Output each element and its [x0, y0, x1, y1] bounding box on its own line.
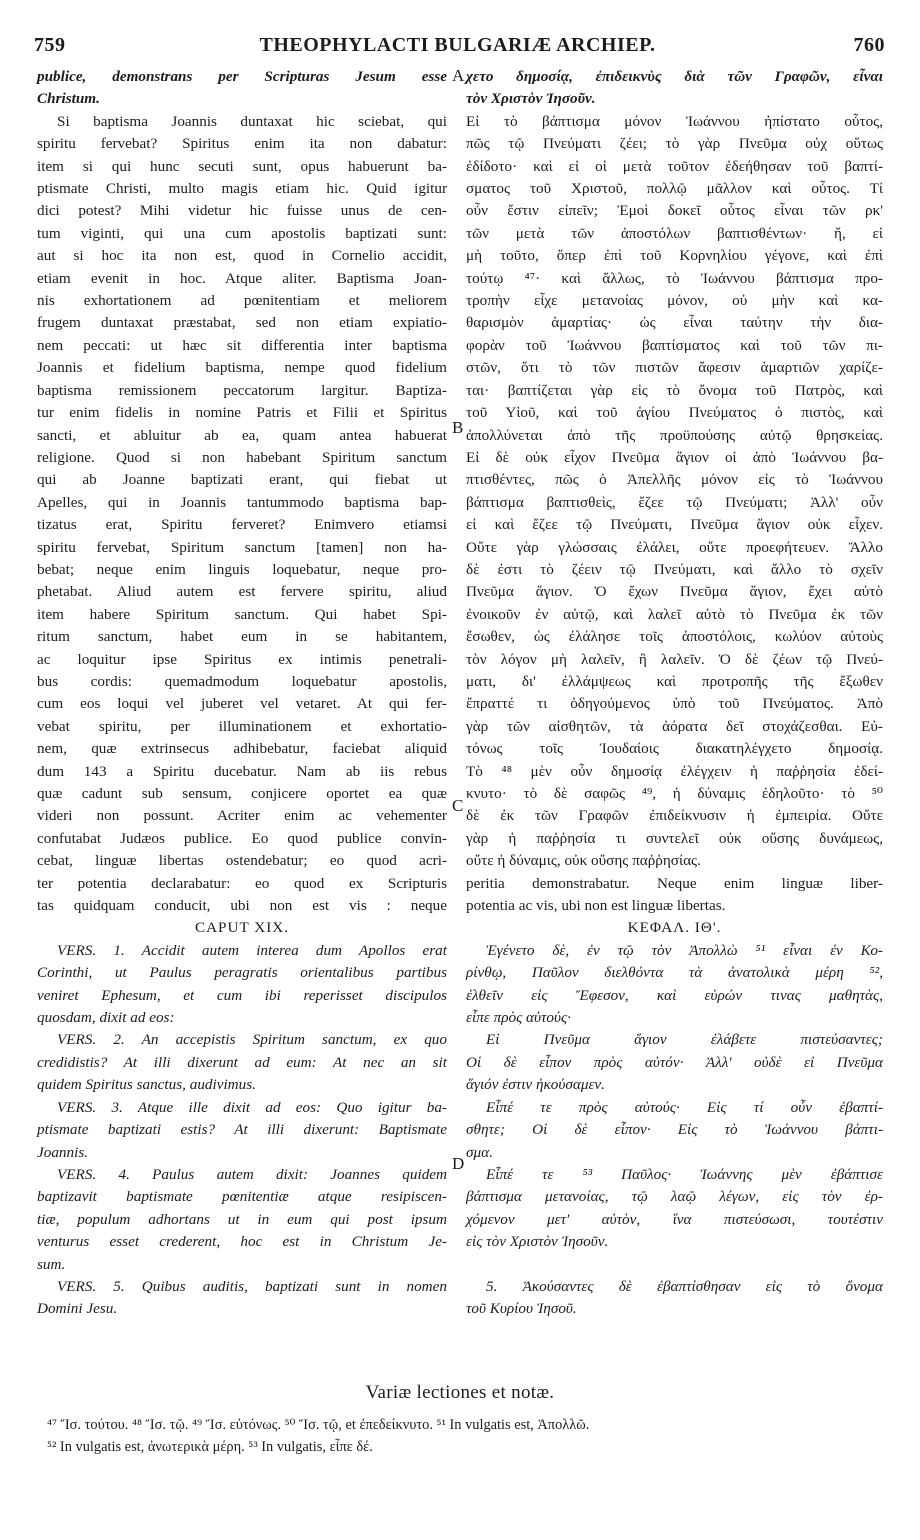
latin-text-line: etiam evenit in hoc. Atque aliter. Baptisma Joan- — [37, 269, 447, 287]
margin-letter-a: A — [452, 66, 465, 85]
latin-text-line: frugem duntaxat præstabat, sed non etiam expiatio- — [37, 314, 447, 332]
latin-text-line: ptismate Christi, multo magis etiam hic. Quid igitur — [37, 180, 447, 198]
greek-text-line: οὔτε ἡ δύναμις, οὐκ οὔσης παῤῥησίας. — [466, 852, 701, 870]
latin-text-line: religione. Quod si non habebant Spiritum sanctum — [37, 448, 447, 466]
latin-text-line: tizatus erat, Spiritu ferveret? Enimvero etiamsi — [37, 516, 447, 534]
greek-text-line: πτισθέντες, πῶς ὁ Ἀπελλῆς μόνον εἰς τὸ Ἰωάννου — [466, 471, 883, 489]
latin-text-line: cebat, linguæ libertas ostendebatur; eo quod acri- — [37, 852, 447, 870]
latin-text-line: Joannis et fidelium baptisma, nempe quod fidelium — [37, 359, 447, 377]
latin-text-line: Joannis. — [37, 1143, 89, 1161]
greek-text-line — [466, 1254, 883, 1276]
latin-text-line: tiæ, populum adhortans ut in eum qui post ipsum — [37, 1210, 447, 1228]
greek-text-line: ἔπραττέ τι ὁδηγούμενος ὑπὸ τοῦ Πνεύματος. Ἀπὸ — [466, 695, 883, 713]
latin-text-line: bebat; neque enim linguis loquebatur, neque pro- — [37, 560, 447, 578]
latin-text-line: baptizavit baptismate pœnitentiæ atque resipiscen- — [37, 1188, 447, 1206]
greek-text-line: τόνως τοῖς Ἰουδαίοις διακατηλέγχετο δημοσίᾳ. — [466, 740, 883, 758]
greek-text-line: πῶς τῷ Πνεύματι ζέει; τὸ γὰρ Πνεῦμα οὐχ οὕτως — [466, 135, 883, 153]
page-header — [30, 34, 885, 64]
latin-text-line: VERS. 5. Quibus auditis, baptizati sunt in nomen — [57, 1277, 447, 1295]
latin-text-line: spiritu fervebat, Spiritum sanctum [tamen] non ha- — [37, 538, 447, 556]
greek-text-line: τὸν λόγον μὴ λαλεῖν, ἢ λαλεῖν. Ὁ δὲ ζέων τῷ Πνεύ- — [466, 650, 883, 668]
latin-text-line: ptismate baptizati estis? At illi dixerunt: Baptismate — [37, 1121, 447, 1139]
latin-text-line: venturus esset crederent, hoc est in Christum Je- — [37, 1233, 447, 1251]
latin-text-line: ritum sanctum, habet eum in se habitantem, — [37, 628, 447, 646]
greek-text-line: χετο δημοσίᾳ, ἐπιδεικνὺς διὰ τῶν Γραφῶν, εἶναι — [466, 68, 883, 85]
latin-text-line: tur enim fidelis in nomine Patris et Filii et Spiritus — [37, 404, 447, 422]
latin-text-line: quosdam, dixit ad eos: — [37, 1009, 175, 1027]
latin-text-line: ac loquitur ipse Spiritus ex intimis penetrali- — [37, 650, 447, 668]
greek-text-line: Εἰ τὸ βάπτισμα μόνον Ἰωάννου ἠπίστατο οὗτος, — [466, 112, 883, 130]
latin-text-line: qui ab Joanne baptizati erant, qui fiebat ut — [37, 471, 447, 489]
latin-text-line: aut si hoc ita non est, quod in Cornelio accidit, — [37, 247, 447, 265]
greek-text-line: εἰ καὶ ἔζεε τῷ Πνεύματι, Πνεῦμα ἅγιον οὐκ εἶχεν. — [466, 516, 883, 534]
margin-letter-d: D — [452, 1154, 465, 1173]
greek-text-line: ρίνθῳ, Παῦλον διελθόντα τὰ ἀνατολικὰ μέρη ⁵², — [466, 964, 883, 982]
greek-text-line: δὲ ἐστι τὸ ζέειν τῷ Πνεύματι, καὶ ἄλλο τὸ σχεῖν — [466, 560, 883, 578]
greek-text-line: Εἶπέ τε ⁵³ Παῦλος· Ἰωάννης μὲν ἐβάπτισε — [486, 1165, 883, 1183]
latin-text-line: tas quidquam conducit, ubi non est vis : neque — [37, 897, 447, 915]
greek-text-line: τροπὴν εἶχε μετανοίας μόνον, οὐ μὴν καὶ κα- — [466, 292, 883, 310]
latin-text-line: VERS. 2. An accepistis Spiritum sanctum, ex quo — [57, 1031, 447, 1049]
latin-text-line: Domini Jesu. — [37, 1300, 118, 1318]
greek-text-line: ματι, δι' ἐλλάμψεως καὶ προτροπῆς τῆς ἔξωθεν — [466, 672, 883, 690]
greek-text-line: ἐλθεῖν εἰς Ἔφεσον, καὶ εὑρών τινας μαθητὰς, — [466, 986, 883, 1004]
page-number-right: 760 — [853, 34, 885, 56]
latin-text-line: Christum. — [37, 90, 100, 108]
greek-text-line: οὖν ἔστιν εἰπεῖν; Ἐμοὶ δοκεῖ οὗτος εἶναι τῶν ρκ' — [466, 202, 883, 220]
greek-text-line: σματος τοῦ Χριστοῦ, πολλῷ μᾶλλον καὶ οὗτος. Τί — [466, 180, 883, 198]
greek-text-line: ἀπολλύνεται ἀπὸ τῆς προϋπούσης αὐτῷ θρησκείας. — [466, 426, 883, 444]
latin-text-line: nem peccati: ut hæc sit differentia inter baptisma — [37, 336, 447, 354]
greek-text-line: γὰρ τῶν αἰσθητῶν, τὰ ἀόρατα δεῖ στοχάζεσθαι. Εὐ- — [466, 717, 883, 735]
greek-text-line: τούτῳ ⁴⁷· καὶ ἄλλως, τὸ Ἰωάννου βάπτισμα προ- — [466, 269, 883, 287]
running-title: THEOPHYLACTI BULGARIÆ ARCHIEP. — [259, 34, 656, 56]
margin-letter-c: C — [452, 796, 464, 815]
greek-text-line: κνυτο· τὸ δὲ σαφῶς ⁴⁹, ἡ δύναμις ἐδηλοῦτο· τὸ ⁵⁰ — [466, 785, 883, 802]
latin-text-line: sancti, et abluitur ab ea, quam antea habuerat — [37, 426, 447, 444]
latin-text-line: CAPUT XIX. — [194, 919, 290, 937]
greek-text-line: ἅγιόν ἐστιν ἠκούσαμεν. — [466, 1076, 605, 1094]
latin-text-line: spiritu fervebat? Spiritus enim ita non dabatur: — [37, 135, 447, 153]
latin-text-line: phetabat. Aliud autem est fervere spiritu, aliud — [37, 583, 447, 601]
greek-text-line: τῶν μετὰ τῶν ἀποστόλων βαπτισθέντων· ἤ, εἰ — [466, 224, 883, 242]
greek-text-line: Ἐγένετο δὲ, ἐν τῷ τὸν Ἀπολλὼ ⁵¹ εἶναι ἐν Κο- — [486, 941, 883, 959]
greek-text-line: βάπτισμα μετανοίας, τῷ λαῷ λέγων, εἰς τὸν ἐρ- — [466, 1188, 883, 1206]
greek-text-line: χόμενον μετ' αὐτὸν, ἵνα πιστεύσωσι, τουτέστιν — [466, 1210, 883, 1228]
greek-text-line: δὲ ἐκ τῶν Γραφῶν ἐπιδείκνυσιν ἡ ἐμπειρία. Οὔτε — [466, 807, 883, 825]
greek-text-line: εἰς τὸν Χριστὸν Ἰησοῦν. — [466, 1233, 609, 1251]
greek-column — [466, 66, 883, 1321]
latin-text-line: Si baptisma Joannis duntaxat hic sciebat, qui — [57, 112, 447, 130]
greek-text-line: Πνεῦμα ἅγιον. Ὁ ἔχων Πνεῦμα ἅγιον, ἔχει αὐτὸ — [466, 583, 883, 601]
greek-text-line: τοῦ Κυρίου Ἰησοῦ. — [466, 1300, 577, 1318]
latin-column — [37, 66, 447, 1321]
latin-text-line: sum. — [37, 1255, 66, 1273]
latin-text-line: tum viginti, qui una cum apostolis baptizati sunt: — [37, 224, 447, 242]
greek-text-line: φορὰν τοῦ Ἰωάννου βαπτίσματος καὶ τοῦ τῶν πι- — [466, 336, 883, 354]
latin-text-line: videri non possunt. Acriter enim ac vehementer — [37, 807, 447, 825]
footnote-line-2: ⁵² In vulgatis est, ἀνωτερικὰ μέρη. ⁵³ In vulgatis, εἶπε δέ. — [47, 1439, 373, 1455]
latin-text-line: quidem Spiritus sanctus, audivimus. — [37, 1076, 256, 1094]
greek-text-line: στῶν, ὅτι τὸ τῶν πιστῶν ἄφεσιν ἁμαρτιῶν χαρίζε- — [466, 359, 883, 377]
greek-text-line: εἶπε πρὸς αὐτούς· — [466, 1009, 571, 1027]
footnote-line-1: ⁴⁷ Ἴσ. τούτου. ⁴⁸ Ἴσ. τῷ. ⁴⁹ Ἴσ. εὐτόνως. ⁵⁰ Ἴσ. τῷ, et ἐπεδείκνυτο. ⁵¹ In vulgatis est, Ἀπολλῶ. — [47, 1417, 590, 1433]
latin-text-line: item si qui hunc secuti sunt, opus habuerunt ba- — [37, 157, 447, 175]
greek-text-line: Τὸ ⁴⁸ μὲν οὖν δημοσίᾳ ἐλέγχειν ἡ παῤῥησία ἐδεί- — [466, 762, 883, 780]
greek-text-line: τοῦ Υἱοῦ, καὶ τοῦ ἁγίου Πνεύματος ὁ πιστὸς, καὶ — [466, 404, 883, 422]
greek-text-line: ἐνοικοῦν ἐν αὐτῷ, καὶ λαλεῖ αὐτὸ τὸ Πνεῦμα ἐκ τῶν — [466, 605, 883, 623]
latin-text-line: ter potentia declarabatur: eo quod ex Scripturis — [37, 874, 447, 892]
latin-text-line: baptisma remissionem peccatorum largitur. Baptiza- — [37, 381, 447, 399]
latin-text-line: Corinthi, ut Paulus peragratis orientalibus partibus — [37, 964, 447, 982]
latin-text-line: VERS. 4. Paulus autem dixit: Joannes quidem — [57, 1165, 447, 1183]
greek-text-line: γὰρ ἡ παῤῥησία τι συντελεῖ οὐκ οὔσης δυνάμεως, — [466, 829, 883, 847]
latin-text-line: cum eos loqui vel juberet vel vetaret. At qui fer- — [37, 695, 447, 713]
latin-text-line: vebat spiritu, per illuminationem et exhortatio- — [37, 717, 447, 735]
greek-text-line: Εἰ Πνεῦμα ἅγιον ἐλάβετε πιστεύσαντες; — [486, 1031, 883, 1049]
greek-text-line: Εἶπέ τε πρὸς αὐτούς· Εἰς τί οὖν ἐβαπτί- — [486, 1098, 883, 1116]
greek-text-line: ται· βαπτίζεται γὰρ εἰς τὸ ὄνομα τοῦ Πατρὸς, καὶ — [466, 381, 883, 399]
greek-text-line: βάπτισμα βαπτισθεὶς, ἔζεε τῷ Πνεύματι; Ἀλλ' οὖν — [466, 493, 883, 511]
latin-text-line: Apelles, qui in Joannis tantummodo baptisma bap- — [37, 493, 447, 511]
latin-text-line: nem, quæ extrinsecus adhibebatur, faciebat aliquid — [37, 740, 447, 758]
greek-text-line: σμα. — [466, 1143, 493, 1161]
latin-text-line: quæ cadunt sub sensum, conjicere oportet ea quæ — [37, 785, 447, 802]
greek-text-line: σθητε; Οἱ δὲ εἶπον· Εἰς τὸ Ἰωάννου βάπτι- — [466, 1121, 883, 1139]
latin-text-line: veniret Ephesum, et cum ibi reperisset discipulos — [37, 986, 447, 1004]
greek-text-line: ἔσωθεν, ὡς ἐλάλησε τοῖς ἀποστόλοις, κωλύον αὐτοὺς — [466, 628, 883, 646]
greek-text-line: 5. Ἀκούσαντες δὲ ἐβαπτίσθησαν εἰς τὸ ὄνομα — [486, 1277, 883, 1295]
greek-text-line: θαρισμὸν ἁμαρτίας· ὡς εἶναι ταύτην τὴν δια- — [466, 314, 883, 332]
variae-lectiones-title: Variæ lectiones et notæ. — [365, 1382, 555, 1403]
latin-text-line: VERS. 1. Accidit autem interea dum Apollos erat — [57, 941, 447, 959]
greek-text-line: Εἰ δὲ οὐκ εἶχον Πνεῦμα ἅγιον οἱ ἀπὸ Ἰωάννου βα- — [466, 448, 883, 466]
greek-text-line: μὴ τοῦτο, ὅπερ ἐπὶ τοῦ Κορνηλίου γέγονε, καὶ ἐπὶ — [466, 247, 883, 265]
greek-text-line: τὸν Χριστὸν Ἰησοῦν. — [466, 90, 596, 108]
margin-letter-b: B — [452, 418, 464, 437]
greek-text-line: Οὔτε γὰρ γλώσσαις ἐλάλει, οὔτε προεφήτευεν. Ἄλλο — [466, 538, 883, 556]
latin-text-line: publice, demonstrans per Scripturas Jesum esse — [37, 68, 447, 85]
page-number-left: 759 — [34, 34, 66, 56]
footnotes — [47, 1414, 887, 1458]
greek-text-line: peritia demonstrabatur. Neque enim linguæ liber- — [466, 874, 883, 892]
greek-text-line: Οἱ δὲ εἶπον πρὸς αὐτόν· Ἀλλ' οὐδὲ εἰ Πνεῦμα — [466, 1053, 883, 1071]
latin-text-line: confutabat Judæos publice. Eo quod publice convin- — [37, 829, 447, 847]
latin-text-line: item habere Spiritum sanctum. Qui habet Spi- — [37, 605, 447, 623]
latin-text-line: nis exhortationem ad pœnitentiam et meliorem — [37, 292, 447, 310]
latin-text-line: credidistis? At illi dixerunt ad eum: At nec an sit — [37, 1053, 447, 1071]
latin-text-line: dici potest? Mihi videtur hic fuisse unus de cen- — [37, 202, 447, 220]
greek-text-line: ΚΕΦΑΛ. ΙΘ'. — [627, 919, 722, 937]
greek-text-line: ἐδίδοτο· καὶ εἰ οἱ μετὰ τοῦτον ἐδεήθησαν τοῦ βαπτί- — [466, 157, 883, 175]
latin-text-line: VERS. 3. Atque ille dixit ad eos: Quo igitur ba- — [57, 1098, 447, 1116]
latin-text-line: dum 143 a Spiritu ducebatur. Nam ab iis rebus — [37, 762, 447, 780]
greek-text-line: potentia ac vis, ubi non est linguæ libertas. — [466, 897, 726, 915]
latin-text-line: bus cordis: quemadmodum loquebatur apostolis, — [37, 672, 447, 690]
